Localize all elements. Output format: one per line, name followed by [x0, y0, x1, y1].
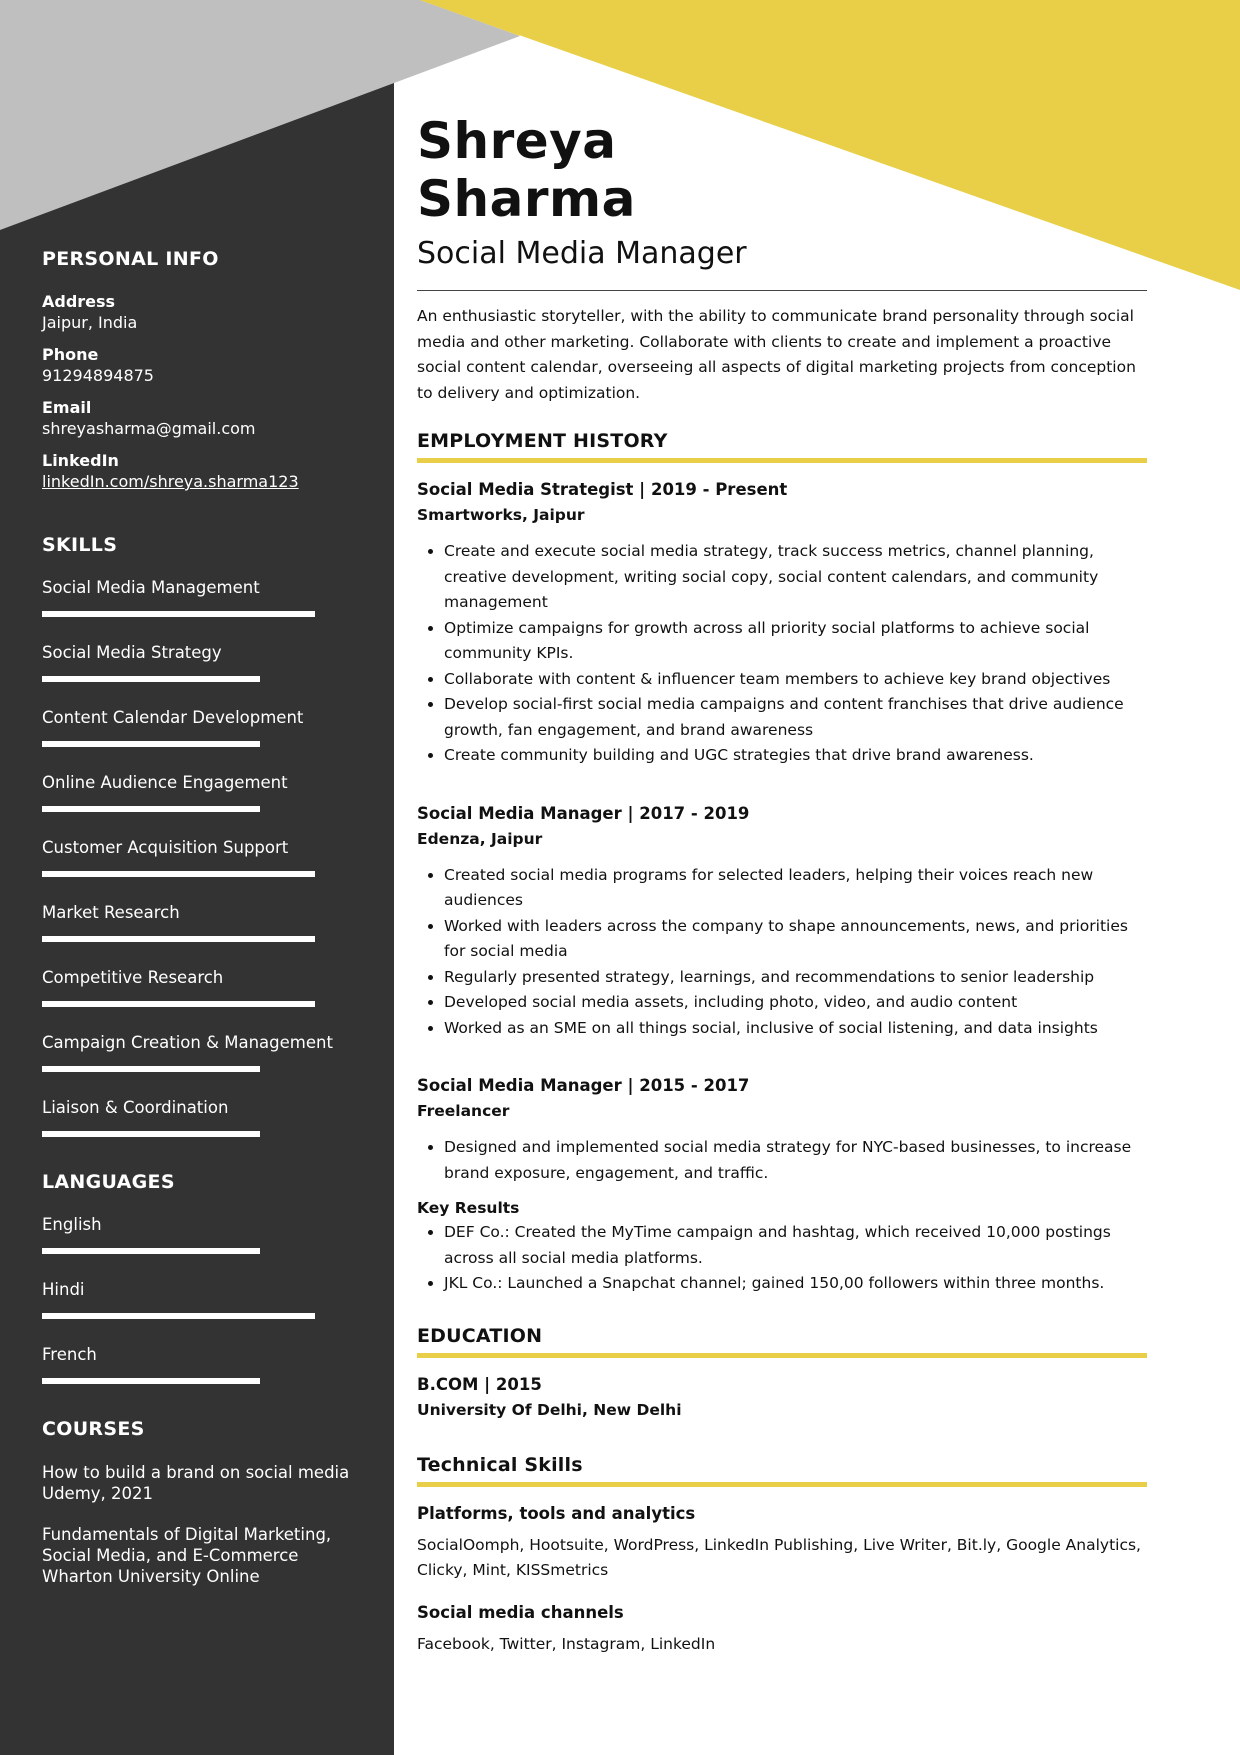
job-entry [417, 479, 1147, 769]
course-provider: Wharton University Online [42, 1567, 260, 1586]
language-level-bar [42, 1313, 315, 1319]
skill-name: Online Audience Engagement [42, 773, 288, 792]
job-entry-title: Social Media Manager | 2017 - 2019 [417, 803, 750, 823]
skill-level-bar [42, 1066, 260, 1072]
list-item: • DEF Co.: Created the MyTime campaign and hashtag, which received 10,000 postings across all social media platforms. [444, 1220, 1147, 1271]
tech-group-title: Social media channels [417, 1602, 624, 1622]
skill-item [42, 903, 372, 942]
linkedin-link[interactable]: linkedIn.com/shreya.sharma123 [42, 472, 299, 491]
skill-name: Liaison & Coordination [42, 1098, 229, 1117]
job-entry-org: Freelancer [417, 1102, 510, 1120]
job-entry [417, 803, 1147, 1042]
skill-item [42, 773, 372, 812]
list-item: • Optimize campaigns for growth across all priority social platforms to achieve social community KPIs. [444, 616, 1147, 667]
language-item [42, 1215, 372, 1254]
skill-name: Social Media Management [42, 578, 260, 597]
languages-list [42, 1215, 372, 1384]
skill-level-bar [42, 936, 315, 942]
job-entry-org: Edenza, Jaipur [417, 829, 543, 848]
header-divider [417, 290, 1147, 291]
job-title: Social Media Manager [417, 236, 747, 271]
list-item: • Developed social media assets, including photo, video, and audio content [444, 990, 1147, 1016]
course-item [42, 1462, 372, 1504]
skill-name: Customer Acquisition Support [42, 838, 289, 857]
tech-group-title: Platforms, tools and analytics [417, 1503, 696, 1523]
skill-item [42, 1033, 372, 1072]
job-entry-title: Social Media Strategist | 2019 - Present [417, 480, 788, 499]
list-item: • Worked with leaders across the company to shape announcements, news, and priorities for social media [444, 914, 1147, 965]
skill-item [42, 643, 372, 682]
course-provider: Udemy, 2021 [42, 1484, 154, 1503]
personal-info-heading: PERSONAL INFO [42, 248, 219, 270]
address-label: Address [42, 292, 116, 311]
skill-name: Market Research [42, 903, 180, 922]
skill-item [42, 968, 372, 1007]
employment-heading: EMPLOYMENT HISTORY [417, 430, 1147, 463]
list-item: • Develop social-first social media campaigns and content franchises that drive audience growth, fan engagement, and brand awareness [444, 692, 1147, 743]
linkedin-label: LinkedIn [42, 451, 119, 470]
job-entry-title: Social Media Manager | 2015 - 2017 [417, 1076, 750, 1095]
language-name: English [42, 1215, 102, 1234]
education-school: University Of Delhi, New Delhi [417, 1400, 682, 1419]
job-entry [417, 1075, 1147, 1297]
skill-item [42, 578, 372, 617]
skill-level-bar [42, 741, 260, 747]
list-item: • Collaborate with content & influencer team members to achieve key brand objectives [444, 667, 1147, 693]
technical-skills-heading: Technical Skills [417, 1454, 1147, 1487]
skill-level-bar [42, 1131, 260, 1137]
last-name: Sharma [417, 170, 636, 228]
skill-item [42, 708, 372, 747]
sidebar [0, 0, 394, 1755]
course-title: Fundamentals of Digital Marketing, Social Media, and E-Commerce [42, 1525, 332, 1565]
skill-item [42, 1098, 372, 1137]
address-value: Jaipur, India [42, 313, 138, 332]
language-level-bar [42, 1248, 260, 1254]
sidebar-content [42, 248, 372, 1607]
list-item: • Create community building and UGC strategies that drive brand awareness. [444, 743, 1147, 769]
list-item: • JKL Co.: Launched a Snapchat channel; gained 150,00 followers within three months. [444, 1271, 1147, 1297]
email-label: Email [42, 398, 92, 417]
course-title: How to build a brand on social media [42, 1463, 350, 1482]
email-value: shreyasharma@gmail.com [42, 419, 256, 438]
summary: An enthusiastic storyteller, with the ability to communicate brand personality through social media and other marketing. Collaborate with clients to create and implement a proactive social content calendar, overseeing all aspects of digital marketing projects from conception to delivery and optimization. [417, 307, 1136, 402]
language-name: French [42, 1345, 97, 1364]
skill-level-bar [42, 806, 260, 812]
language-item [42, 1345, 372, 1384]
tech-group-text: SocialOomph, Hootsuite, WordPress, LinkedIn Publishing, Live Writer, Bit.ly, Google Analytics, Clicky, Mint, KISSmetrics [417, 1535, 1141, 1579]
skill-name: Competitive Research [42, 968, 224, 987]
main-content [417, 112, 1147, 1657]
skill-level-bar [42, 676, 260, 682]
language-item [42, 1280, 372, 1319]
languages-heading: LANGUAGES [42, 1171, 175, 1193]
skills-list [42, 578, 372, 1137]
education-heading: EDUCATION [417, 1325, 1147, 1358]
phone-value: 91294894875 [42, 366, 154, 385]
tech-group-text: Facebook, Twitter, Instagram, LinkedIn [417, 1634, 716, 1653]
language-level-bar [42, 1378, 260, 1384]
courses-list [42, 1462, 372, 1587]
skill-level-bar [42, 611, 315, 617]
skill-name: Social Media Strategy [42, 643, 222, 662]
language-name: Hindi [42, 1280, 85, 1299]
skill-name: Content Calendar Development [42, 708, 304, 727]
skill-item [42, 838, 372, 877]
first-name: Shreya [417, 112, 617, 170]
job-entry-org: Smartworks, Jaipur [417, 506, 585, 524]
list-item: • Created social media programs for selected leaders, helping their voices reach new audiences [444, 863, 1147, 914]
key-results-list [417, 1220, 1147, 1297]
list-item: • Designed and implemented social media strategy for NYC-based businesses, to increase brand exposure, engagement, and traffic. [444, 1135, 1147, 1186]
list-item: • Worked as an SME on all things social, inclusive of social listening, and data insights [444, 1016, 1147, 1042]
courses-heading: COURSES [42, 1418, 145, 1440]
education-degree: B.COM | 2015 [417, 1374, 542, 1394]
job-bullets [417, 1135, 1147, 1186]
skills-heading: SKILLS [42, 534, 118, 556]
list-item: • Regularly presented strategy, learnings, and recommendations to senior leadership [444, 965, 1147, 991]
key-results-heading: Key Results [417, 1199, 520, 1217]
job-bullets [417, 863, 1147, 1042]
skill-level-bar [42, 871, 315, 877]
skill-name: Campaign Creation & Management [42, 1033, 333, 1052]
course-item [42, 1524, 372, 1587]
phone-label: Phone [42, 345, 99, 364]
job-bullets [417, 539, 1147, 769]
skill-level-bar [42, 1001, 315, 1007]
list-item: • Create and execute social media strategy, track success metrics, channel planning, creative development, writing social copy, social content calendars, and community management [444, 539, 1147, 616]
